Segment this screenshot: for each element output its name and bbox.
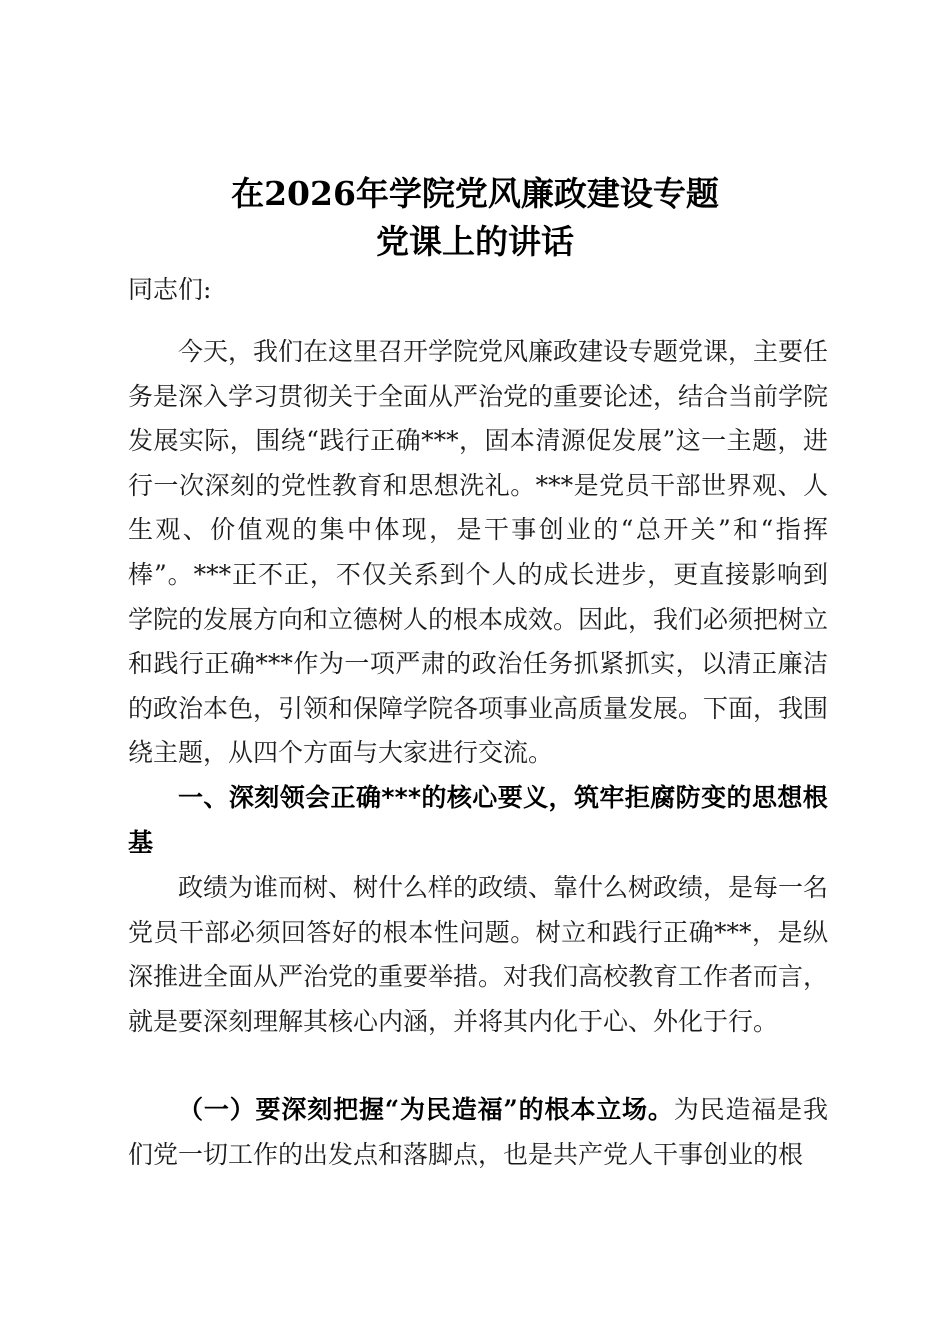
subsection-heading-1: （一）要深刻把握“为民造福”的根本立场。: [178, 1095, 674, 1124]
section-heading-1: 一、深刻领会正确***的核心要义，筑牢拒腐防变的思想根基: [128, 783, 828, 857]
section-1-paragraph: 政绩为谁而树、树什么样的政绩、靠什么树政绩，是每一名党员干部必须回答好的根本性问题。树立和践行正确***，是纵深推进全面从严治党的重要举措。对我们高校教育工作者而言，就是要深刻理解其核心内涵，并将其内化于心、外化于行。: [128, 873, 829, 1036]
salutation: 同志们:: [128, 275, 212, 304]
document-title-line-1: 在2026年学院党风廉政建设专题: [231, 174, 719, 213]
intro-paragraph: 今天，我们在这里召开学院党风廉政建设专题党课，主要任务是深入学习贯彻关于全面从严治党的重要论述，结合当前学院发展实际，围绕“践行正确***，固本清源促发展”这一主题，进行一次深刻的党性教育和思想洗礼。***是党员干部世界观、人生观、价值观的集中体现，是干事创业的“总开关”和“指挥棒”。***正不正，不仅关系到个人的成长进步，更直接影响到学院的发展方向和立德树人的根本成效。因此，我们必须把树立和践行正确***作为一项严肃的政治任务抓紧抓实，以清正廉洁的政治本色，引领和保障学院各项事业高质量发展。下面，我围绕主题，从四个方面与大家进行交流。: [128, 337, 829, 768]
subsection-1-paragraph: [128, 1088, 828, 1177]
document-title-line-2: 党课上的讲话: [376, 222, 574, 261]
subsection-1-text: 为民造福是我们党一切工作的出发点和落脚点，也是共产党人干事创业的根: [128, 1095, 828, 1169]
